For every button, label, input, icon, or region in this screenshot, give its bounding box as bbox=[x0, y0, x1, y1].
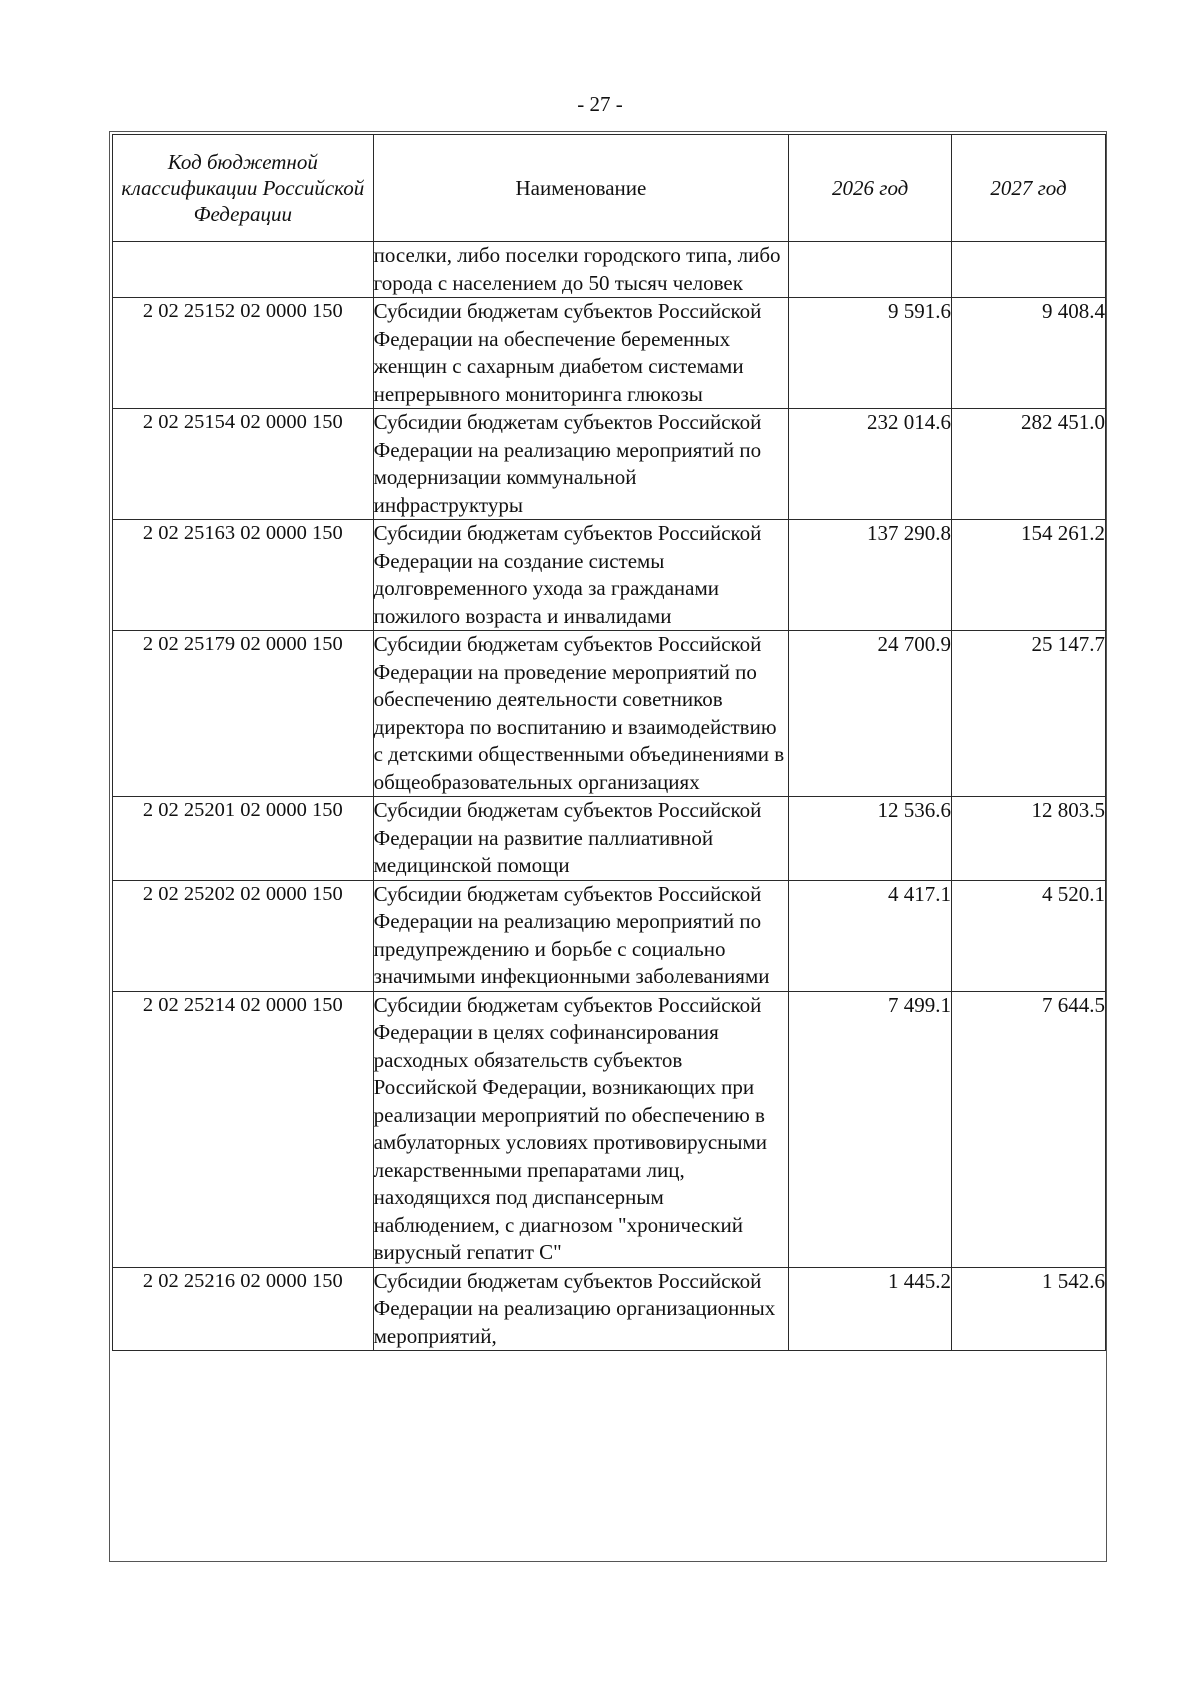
row-name: Субсидии бюджетам субъектов Российской Федерации на реализацию мероприятий по предупреждению и борьбе с социально значимыми инфекционными заболеваниями bbox=[373, 880, 789, 991]
row-name: Субсидии бюджетам субъектов Российской Федерации на реализацию мероприятий по модернизации коммунальной инфраструктуры bbox=[373, 409, 789, 520]
row-name: поселки, либо поселки городского типа, либо города с населением до 50 тысяч человек bbox=[373, 242, 789, 298]
row-value-2027: 4 520.1 bbox=[952, 880, 1106, 991]
row-name: Субсидии бюджетам субъектов Российской Федерации на обеспечение беременных женщин с сахарным диабетом системами непрерывного мониторинга глюкозы bbox=[373, 298, 789, 409]
table-row bbox=[113, 242, 1106, 298]
header-name: Наименование bbox=[373, 135, 789, 242]
row-value-2026: 12 536.6 bbox=[789, 797, 952, 881]
row-name: Субсидии бюджетам субъектов Российской Федерации на развитие паллиативной медицинской помощи bbox=[373, 797, 789, 881]
row-value-2027: 25 147.7 bbox=[952, 631, 1106, 797]
row-value-2026: 9 591.6 bbox=[789, 298, 952, 409]
table-row bbox=[113, 880, 1106, 991]
row-code: 2 02 25201 02 0000 150 bbox=[113, 797, 374, 881]
row-name: Субсидии бюджетам субъектов Российской Федерации на создание системы долговременного ухода за гражданами пожилого возраста и инвалидами bbox=[373, 520, 789, 631]
row-value-2027: 154 261.2 bbox=[952, 520, 1106, 631]
row-value-2027: 12 803.5 bbox=[952, 797, 1106, 881]
row-code: 2 02 25179 02 0000 150 bbox=[113, 631, 374, 797]
row-value-2027: 9 408.4 bbox=[952, 298, 1106, 409]
header-2027: 2027 год bbox=[952, 135, 1106, 242]
page-number: - 27 - bbox=[577, 92, 623, 116]
row-value-2026: 4 417.1 bbox=[789, 880, 952, 991]
table-row bbox=[113, 631, 1106, 797]
row-code: 2 02 25202 02 0000 150 bbox=[113, 880, 374, 991]
row-code: 2 02 25214 02 0000 150 bbox=[113, 991, 374, 1267]
table-row bbox=[113, 1267, 1106, 1351]
row-value-2026: 137 290.8 bbox=[789, 520, 952, 631]
row-value-2027: 1 542.6 bbox=[952, 1267, 1106, 1351]
row-name: Субсидии бюджетам субъектов Российской Федерации в целях софинансирования расходных обязательств субъектов Российской Федерации, возникающих при реализации мероприятий по обеспечению в амбулаторных условиях противовирусными лекарственными препаратами лиц, находящихся под диспансерным наблюдением, с диагнозом "хронический вирусный гепатит С" bbox=[373, 991, 789, 1267]
row-code bbox=[113, 242, 374, 298]
row-value-2026: 232 014.6 bbox=[789, 409, 952, 520]
table-row bbox=[113, 409, 1106, 520]
header-2026: 2026 год bbox=[789, 135, 952, 242]
row-code: 2 02 25152 02 0000 150 bbox=[113, 298, 374, 409]
table-row bbox=[113, 797, 1106, 881]
table-row bbox=[113, 298, 1106, 409]
header-code: Код бюджетной классификации Российской Федерации bbox=[113, 135, 374, 242]
row-value-2027: 282 451.0 bbox=[952, 409, 1106, 520]
row-value-2027 bbox=[952, 242, 1106, 298]
row-value-2026: 7 499.1 bbox=[789, 991, 952, 1267]
budget-table bbox=[112, 134, 1106, 1351]
row-value-2027: 7 644.5 bbox=[952, 991, 1106, 1267]
table-row bbox=[113, 520, 1106, 631]
row-name: Субсидии бюджетам субъектов Российской Федерации на проведение мероприятий по обеспечению деятельности советников директора по воспитанию и взаимодействию с детскими общественными объединениями в общеобразовательных организациях bbox=[373, 631, 789, 797]
row-value-2026: 24 700.9 bbox=[789, 631, 952, 797]
table-row bbox=[113, 991, 1106, 1267]
table-header-row bbox=[113, 135, 1106, 242]
row-value-2026: 1 445.2 bbox=[789, 1267, 952, 1351]
row-code: 2 02 25154 02 0000 150 bbox=[113, 409, 374, 520]
row-value-2026 bbox=[789, 242, 952, 298]
row-code: 2 02 25216 02 0000 150 bbox=[113, 1267, 374, 1351]
row-code: 2 02 25163 02 0000 150 bbox=[113, 520, 374, 631]
row-name: Субсидии бюджетам субъектов Российской Федерации на реализацию организационных мероприятий, bbox=[373, 1267, 789, 1351]
